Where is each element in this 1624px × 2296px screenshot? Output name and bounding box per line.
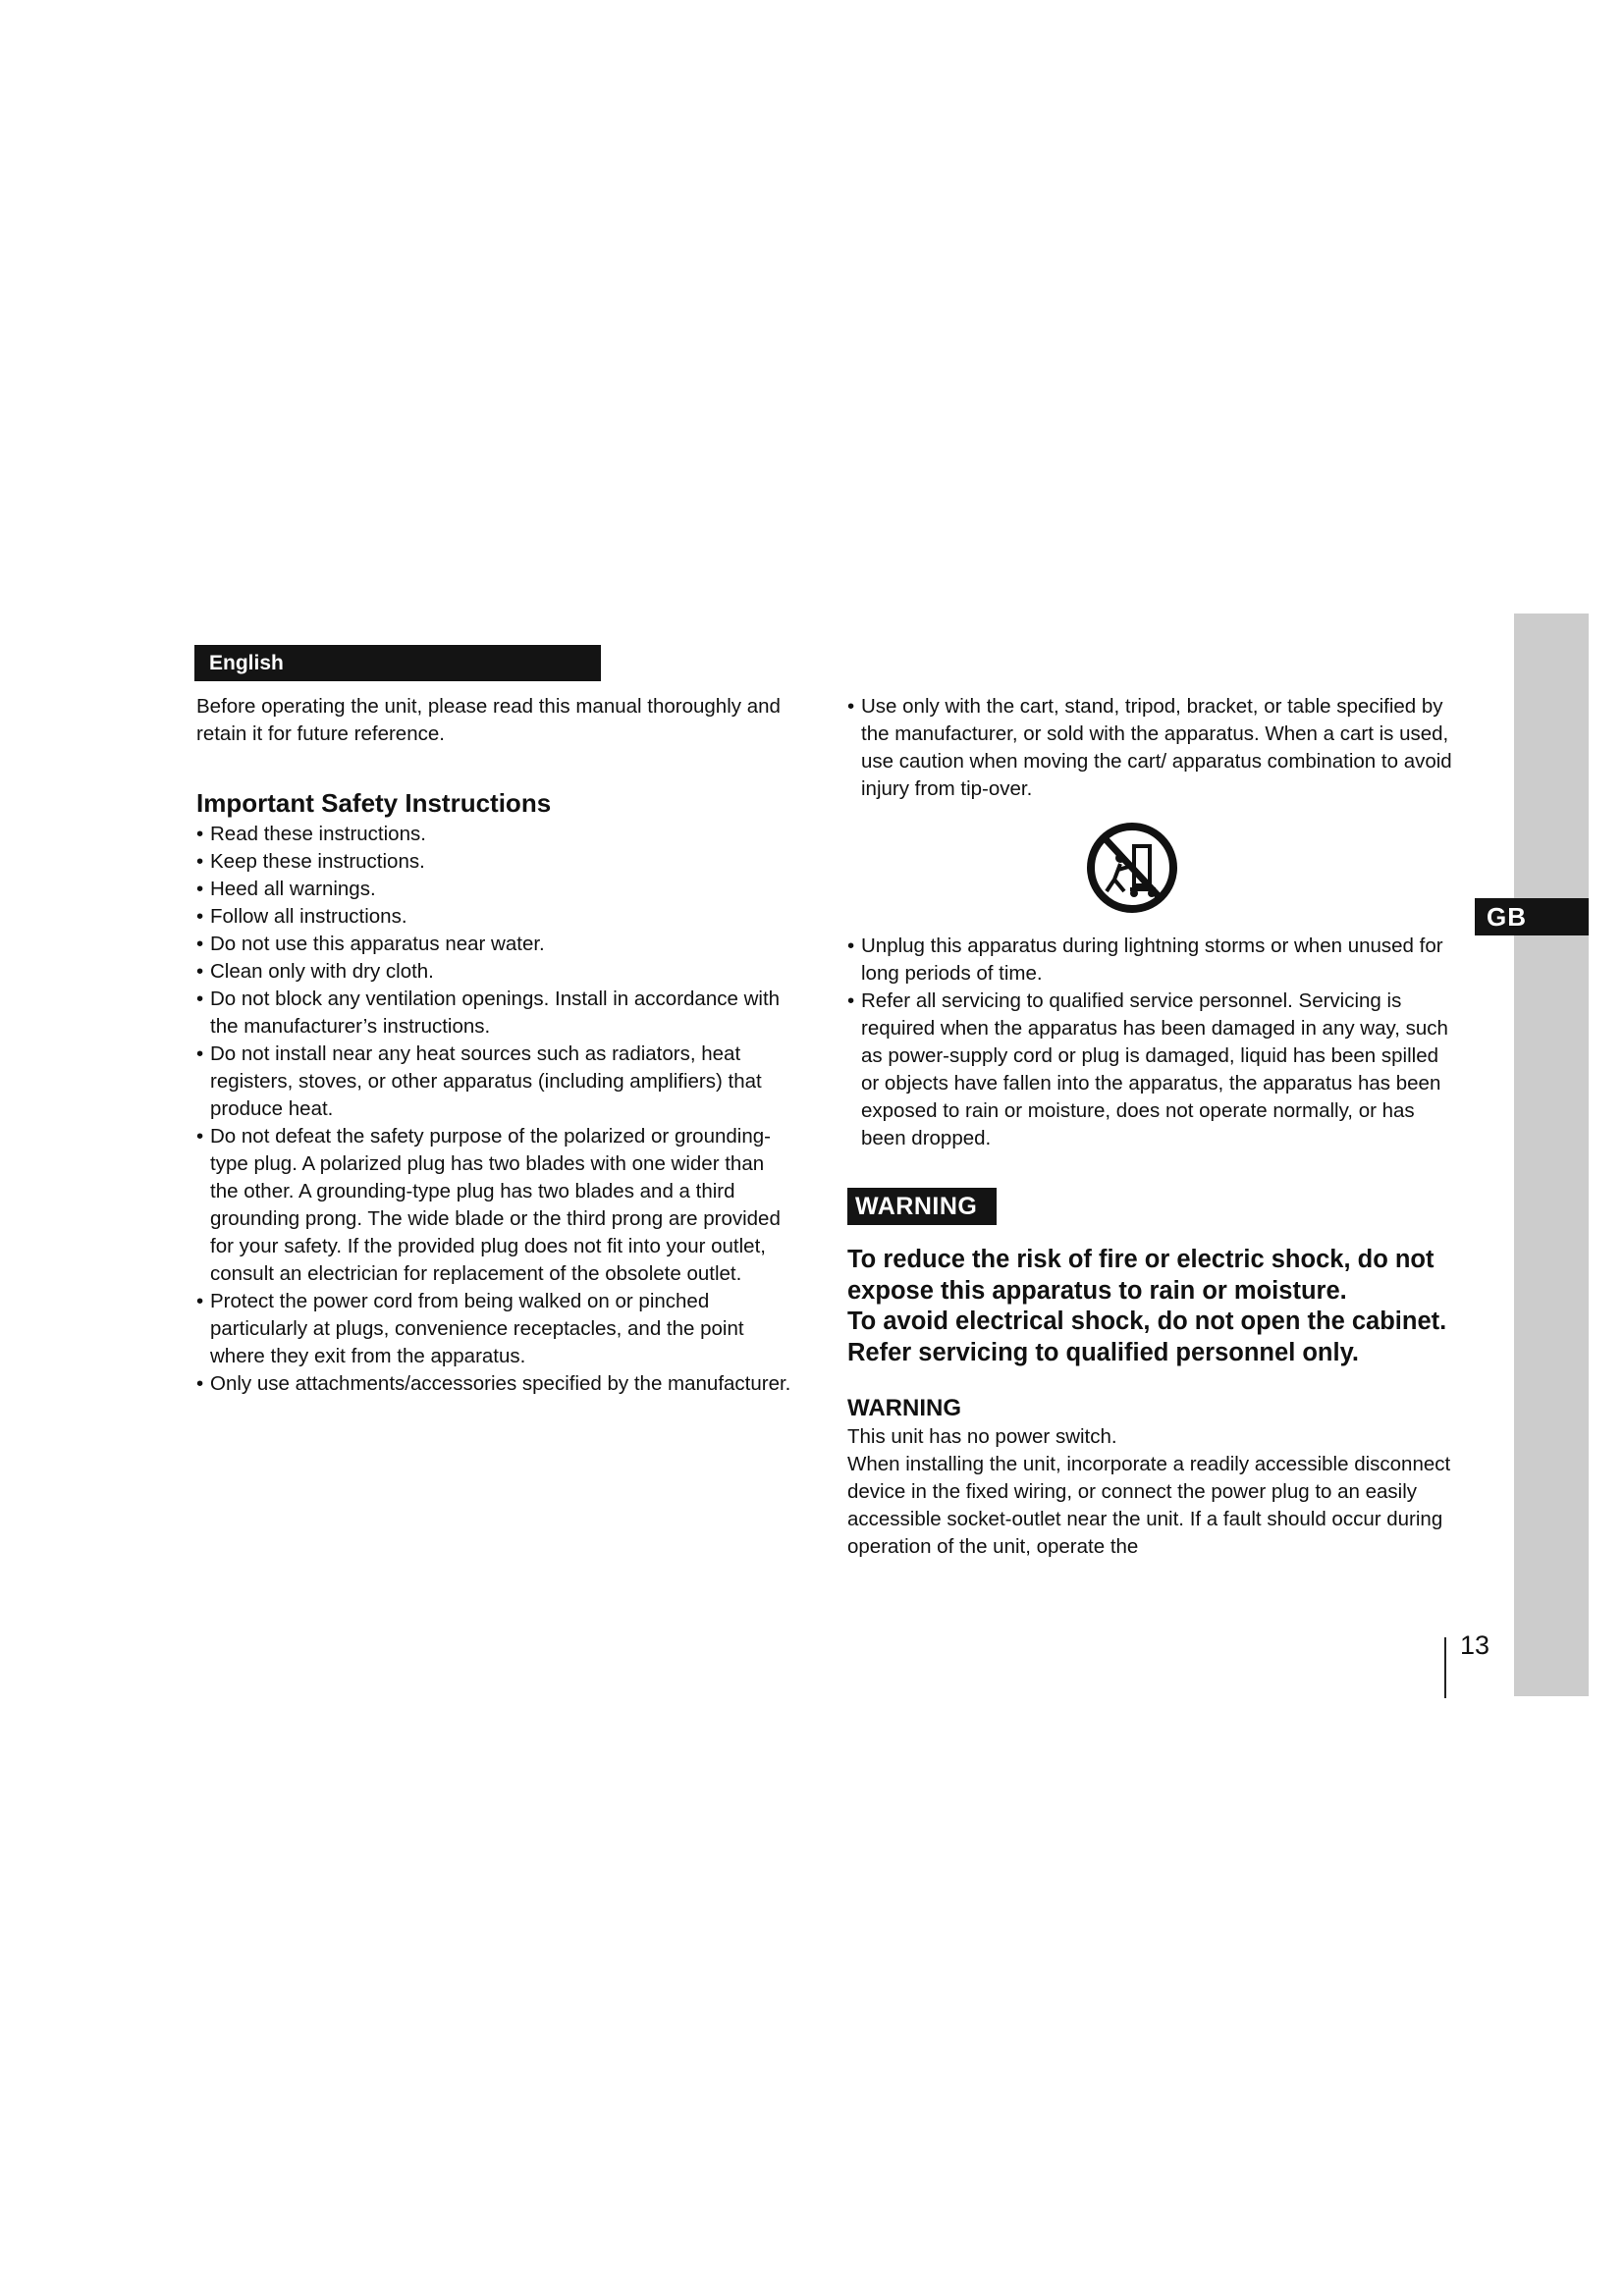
list-item: • Do not use this apparatus near water. (196, 933, 545, 955)
list-item: • Protect the power cord from being walked on or pinched particularly at plugs, convenience receptacles, and the point where they exit from the apparatus. (196, 1290, 744, 1367)
list-item: • Do not block any ventilation openings. Install in accordance with the manufacturer’s instructions. (196, 988, 781, 1038)
power-switch-text: This unit has no power switch. (847, 1425, 1117, 1448)
cart-list (847, 693, 1456, 803)
side-strip (1514, 614, 1589, 1696)
warning-label-box: WARNING (847, 1188, 997, 1225)
list-item: • Clean only with dry cloth. (196, 960, 434, 983)
list-item: • Unplug this apparatus during lightning storms or when unused for long periods of time. (847, 934, 1443, 985)
page-number: 13 (1460, 1630, 1490, 1660)
cart-symbol (847, 803, 1456, 933)
right-column (847, 693, 1456, 1561)
list-item: • Only use attachments/accessories specified by the manufacturer. (196, 1372, 791, 1395)
list-item: • Refer all servicing to qualified service personnel. Servicing is required when the apparatus has been damaged in any way, such as power-supply cord or plug is damaged, liquid has been spilled or objects have fallen into the apparatus, the apparatus has been exposed to rain or moisture, does not operate normally, or has been dropped. (847, 989, 1448, 1149)
warning-line-2: To avoid electrical shock, do not open the cabinet. Refer servicing to qualified personnel only. (847, 1308, 1447, 1366)
list-item: • Read these instructions. (196, 823, 426, 845)
language-header: English (194, 645, 601, 681)
page-number-rule (1444, 1637, 1446, 1698)
warning-heading: WARNING (847, 1395, 961, 1421)
safety-list (196, 821, 795, 1398)
list-item: • Keep these instructions. (196, 850, 425, 873)
list-item: • Heed all warnings. (196, 878, 376, 900)
fire-shock-warning (847, 1245, 1456, 1368)
intro-text: Before operating the unit, please read this manual thoroughly and retain it for future reference. (196, 695, 781, 745)
cart-tip-over-warning-icon (1085, 821, 1179, 915)
left-column (196, 693, 795, 1398)
list-item: • Follow all instructions. (196, 905, 407, 928)
install-text: When installing the unit, incorporate a readily accessible disconnect device in the fixed wiring, or connect the power plug to an easily accessible socket-outlet near the unit. If a fault should occur during operation of the unit, operate the (847, 1453, 1451, 1558)
list-item: • Do not install near any heat sources such as radiators, heat registers, stoves, or other apparatus (including amplifiers) that produce heat. (196, 1042, 762, 1120)
list-item: • Do not defeat the safety purpose of the polarized or grounding-type plug. A polarized plug has two blades with one wider than the other. A grounding-type plug has two blades and a third grounding prong. The wide blade or the third prong are provided for your safety. If the provided plug does not fit into your outlet, consult an electrician for replacement of the obsolete outlet. (196, 1125, 781, 1285)
safety-heading: Important Safety Instructions (196, 788, 552, 818)
list-item: • Use only with the cart, stand, tripod, bracket, or table specified by the manufacturer, or sold with the apparatus. When a cart is used, use caution when moving the cart/ apparatus combination to avoid injury from tip-over. (847, 695, 1452, 800)
language-tab-gb: GB (1475, 898, 1589, 935)
servicing-list (847, 933, 1456, 1152)
warning-line-1: To reduce the risk of fire or electric shock, do not expose this apparatus to rain or moisture. (847, 1246, 1435, 1305)
